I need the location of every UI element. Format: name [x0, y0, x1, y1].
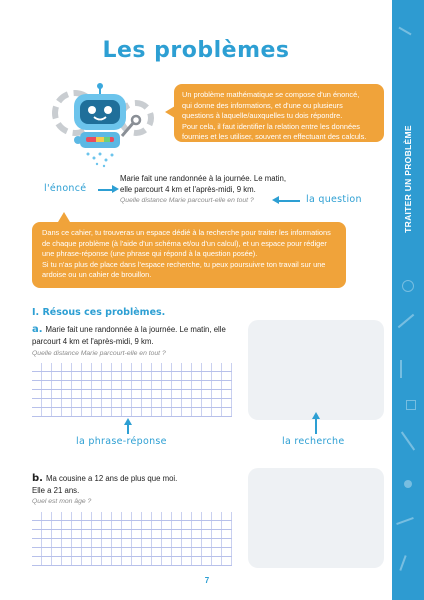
research-label: la recherche: [282, 436, 345, 447]
research-box-a[interactable]: [248, 320, 384, 420]
robot-mascot-icon: [60, 80, 160, 170]
section-title: I. Résous ces problèmes.: [32, 307, 166, 318]
arrow-right-head: [112, 185, 119, 193]
info-line: une phrase-réponse (une phrase qui répond à la question posée).: [42, 249, 258, 259]
answer-label: la phrase-réponse: [76, 436, 167, 447]
exercise-line: parcourt 4 km et l'après-midi, 9 km.: [32, 337, 154, 346]
arrow-vline: [315, 418, 317, 434]
intro-line: Un problème mathématique se compose d'un énoncé,: [182, 90, 360, 99]
page-title: Les problèmes: [102, 38, 290, 63]
info-line: Dans ce cahier, tu trouveras un espace dédié à la recherche pour traiter les informations: [42, 228, 331, 237]
exercise-a-text: [32, 323, 242, 348]
example-question: Quelle distance Marie parcourt-elle en tout ?: [120, 197, 254, 204]
arrow-vline: [127, 424, 129, 434]
exercise-line: Marie fait une randonnée à la journée. Le matin, elle: [45, 325, 226, 334]
enonce-text: [120, 174, 286, 196]
exercise-letter: b.: [32, 473, 43, 484]
exercise-line: Ma cousine a 12 ans de plus que moi.: [45, 474, 178, 483]
exercise-letter: a.: [32, 324, 43, 335]
info-bubble: [32, 222, 346, 288]
exercise-b-text: [32, 472, 242, 497]
exercise-a-question: Quelle distance Marie parcourt-elle en tout ?: [32, 350, 166, 357]
question-label: la question: [306, 194, 362, 205]
intro-bubble: [174, 84, 384, 142]
side-band-label: TRAITER UN PROBLÈME: [403, 125, 413, 233]
exercise-line: Elle a 21 ans.: [32, 486, 80, 495]
exercise-b-question: Quel est mon âge ?: [32, 498, 92, 505]
info-line: Si tu n'as plus de place dans l'espace recherche, tu peux poursuivre ton travail sur une: [42, 259, 326, 269]
info-line: de chaque problème (à l'aide d'un schéma et/ou d'un calcul), et un espace pour rédiger: [42, 238, 327, 248]
arrow-line: [278, 200, 300, 202]
answer-lines-a[interactable]: [32, 363, 232, 417]
enonce-line: elle parcourt 4 km et l'après-midi, 9 km.: [120, 184, 256, 194]
research-box-b[interactable]: [248, 468, 384, 568]
answer-lines-b[interactable]: [32, 512, 232, 566]
page-number: 7: [204, 576, 210, 585]
intro-line: Pour cela, il faut identifier la relation entre les données: [182, 121, 360, 131]
intro-line: fournies et les utiliser, souvent en effectuant des calculs.: [182, 132, 367, 142]
enonce-line: Marie fait une randonnée à la journée. Le matin,: [120, 174, 287, 183]
side-band-label-wrap: [400, 112, 416, 252]
intro-line: qui donne des informations, et d'une ou plusieurs: [182, 100, 343, 110]
info-line: ardoise ou un cahier de brouillon.: [42, 270, 152, 280]
side-band: [392, 0, 424, 600]
enonce-label: l'énoncé: [44, 183, 87, 194]
intro-line: questions à laquelle/auxquelles tu dois répondre.: [182, 111, 343, 121]
